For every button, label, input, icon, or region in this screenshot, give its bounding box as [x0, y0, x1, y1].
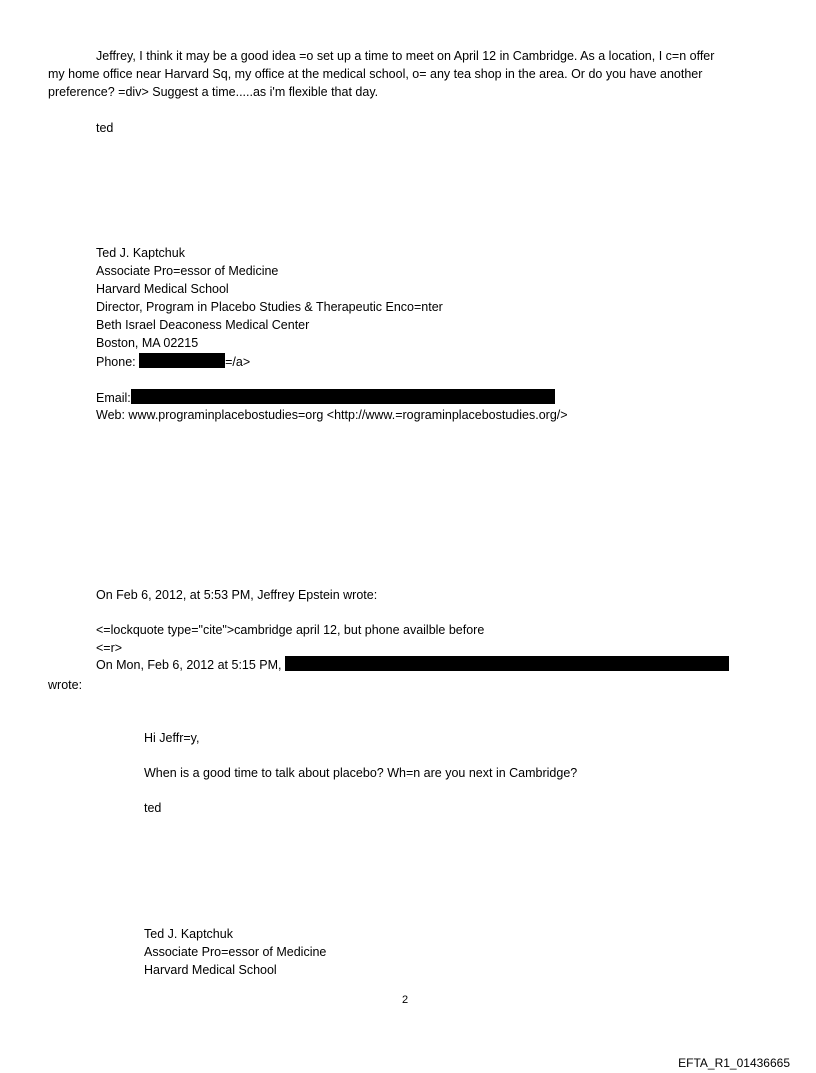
- intro-line-2: my home office near Harvard Sq, my office at the medical school, o= any tea shop in the area. Or do you have another: [48, 67, 703, 81]
- signature-web: Web: www.programinplacebostudies=org <http://www.=rograminplacebostudies.org/>: [96, 408, 568, 422]
- signature-city: Boston, MA 02215: [96, 336, 199, 350]
- reply-line-3: [96, 656, 729, 674]
- signature-name: Ted J. Kaptchuk: [96, 246, 185, 260]
- inner-signature-school: Harvard Medical School: [144, 963, 277, 977]
- document-id: EFTA_R1_01436665: [678, 1056, 790, 1070]
- reply-wrote: wrote:: [48, 678, 83, 692]
- reply-line-1: <=lockquote type="cite">cambridge april 12, but phone availble before: [96, 623, 485, 637]
- inner-signature-name: Ted J. Kaptchuk: [144, 927, 233, 941]
- signature-program: Director, Program in Placebo Studies & Therapeutic Enco=nter: [96, 300, 443, 314]
- inner-sign-off: ted: [144, 801, 162, 815]
- email-label: Email:: [96, 391, 131, 405]
- redaction-email: [131, 389, 555, 404]
- reply-date: On Mon, Feb 6, 2012 at 5:15 PM,: [96, 658, 282, 672]
- intro-line-1: Jeffrey, I think it may be a good idea =o set up a time to meet on April 12 in Cambridge. As a location, I c=n offer: [96, 49, 715, 63]
- signature-title: Associate Pro=essor of Medicine: [96, 264, 279, 278]
- redaction-phone: [139, 353, 225, 368]
- signature-phone: [96, 353, 250, 371]
- phone-label: Phone:: [96, 355, 136, 369]
- inner-body: When is a good time to talk about placebo? Wh=n are you next in Cambridge?: [144, 766, 578, 780]
- intro-line-3: preference? =div> Suggest a time.....as i'm flexible that day.: [48, 85, 379, 99]
- signature-email: [96, 389, 555, 407]
- signature-center: Beth Israel Deaconess Medical Center: [96, 318, 310, 332]
- page-number: 2: [402, 994, 409, 1006]
- reply-line-2: <=r>: [96, 641, 123, 655]
- sign-off: ted: [96, 121, 114, 135]
- phone-suffix: =/a>: [225, 355, 251, 369]
- quoted-header: On Feb 6, 2012, at 5:53 PM, Jeffrey Epstein wrote:: [96, 588, 378, 602]
- redaction-sender: [285, 656, 729, 671]
- inner-greeting: Hi Jeffr=y,: [144, 731, 200, 745]
- inner-signature-title: Associate Pro=essor of Medicine: [144, 945, 327, 959]
- signature-school: Harvard Medical School: [96, 282, 229, 296]
